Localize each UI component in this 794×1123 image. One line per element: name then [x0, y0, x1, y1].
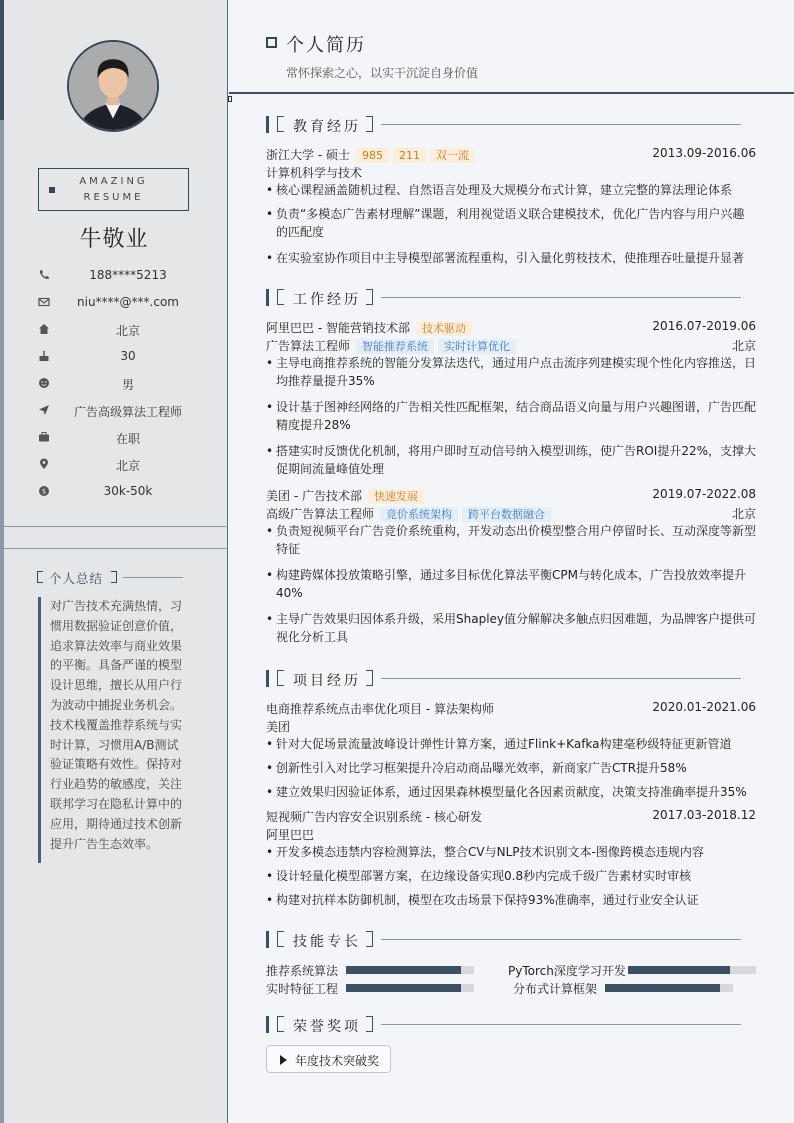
- bracket-left-icon: [277, 1016, 284, 1032]
- gender-value: 男: [121, 378, 134, 392]
- summary-heading-text: 个人总结: [49, 571, 104, 586]
- award-name: 年度技术突破奖: [295, 1054, 380, 1068]
- email-value: niu****@***.com: [77, 295, 179, 309]
- project-title: 电商推荐系统点击率优化项目 - 算法架构师: [266, 702, 494, 716]
- section-rule: [381, 1024, 741, 1025]
- info-phone: [0, 266, 228, 286]
- education-header: [266, 146, 756, 162]
- section-bar: [266, 116, 269, 133]
- list-item: • 针对大促场景流量波峰设计弹性计算方案，通过Flink+Kafka构建毫秒级特征更新管道: [266, 735, 756, 753]
- page-title: 个人简历: [286, 35, 366, 56]
- role-tag: 跨平台数据融合: [462, 507, 551, 522]
- education-major-row: [266, 164, 756, 180]
- project-org: 阿里巴巴: [266, 828, 315, 842]
- section-title: 教育经历: [293, 119, 361, 135]
- title-square-icon: [266, 37, 277, 48]
- work-period: 2016.07-2019.06: [652, 319, 756, 333]
- skill-bar-fill: [346, 984, 461, 992]
- project-org: 美团: [266, 720, 291, 734]
- bracket-right-icon: [366, 670, 373, 686]
- work-1-header: [266, 319, 756, 335]
- brand-box: [38, 168, 189, 211]
- section-rule: [381, 678, 741, 679]
- award-badge: [266, 1045, 391, 1073]
- project-2-header: [266, 808, 756, 824]
- bracket-right-icon: [366, 931, 373, 947]
- heading-rule: [123, 577, 183, 578]
- list-item: • 构建对抗样本防御机制，模型在攻击场景下保持93%准确率，通过行业安全认证: [266, 891, 756, 909]
- header-rule: [229, 92, 794, 94]
- role-tag: 智能推荐系统: [356, 339, 434, 354]
- list-item: • 设计轻量化模型部署方案，在边缘设备实现0.8秒内完成千级广告素材实时审核: [266, 867, 756, 885]
- svg-text:$: $: [41, 487, 47, 496]
- phone-value: 188****5213: [89, 268, 167, 282]
- location-pin-icon: [38, 458, 50, 470]
- list-item: • 创新性引入对比学习框架提升冷启动商品曝光效率，新商家广告CTR提升58%: [266, 759, 756, 777]
- bracket-left-icon: [277, 670, 284, 686]
- summary-text: 对广告技术充满热情，习惯用数据验证创意价值，追求算法效率与商业效果的平衡。具备严谨的模型设计思维，擅长从用户行为波动中捕捉业务机会。技术栈覆盖推荐系统与实时计算，习惯用A/B测试验证策略有效性。保持对行业趋势的敏感度，关注联邦学习在隐私计算中的应用，期待通过技术创新提升广告生态效率。: [38, 597, 186, 863]
- page-subtitle: 常怀探索之心，以实干沉淀自身价值: [286, 66, 479, 80]
- project-1-org-row: [266, 718, 756, 734]
- section-heading-projects: [266, 670, 756, 688]
- age-value: 30: [120, 349, 136, 363]
- section-bar: [266, 289, 269, 306]
- section-heading-work: [266, 289, 756, 307]
- info-salary: [0, 482, 228, 502]
- skill-bar-fill: [628, 966, 730, 974]
- sidebar: [0, 0, 228, 1123]
- sidebar-divider: [4, 526, 228, 527]
- company-tag: 技术驱动: [416, 321, 472, 336]
- avatar-portrait: [69, 42, 157, 130]
- phone-icon: [38, 269, 50, 281]
- tag-211: 211: [393, 148, 426, 163]
- bracket-left-icon: [277, 116, 284, 132]
- skill-item: [266, 980, 476, 994]
- skill-bar: [628, 966, 756, 974]
- section-bar: [266, 931, 269, 948]
- role: 广告算法工程师: [266, 339, 351, 353]
- work-2-role-row: [266, 505, 756, 521]
- bracket-right-icon: [366, 1016, 373, 1032]
- sidebar-edge: [0, 0, 4, 1123]
- list-item: • 主导电商推荐系统的智能分发算法迭代，通过用户点击流序列建模实现个性化内容推送，日均推荐量提升35%: [266, 354, 756, 390]
- briefcase-icon: [38, 431, 50, 443]
- list-item: • 核心课程涵盖随机过程、自然语言处理及大规模分布式计算，建立完整的算法理论体系: [266, 181, 756, 199]
- tag-985: 985: [356, 148, 389, 163]
- section-title: 工作经历: [293, 292, 361, 308]
- bracket-right-icon: [366, 289, 373, 305]
- list-item: • 主导广告效果归因体系升级，采用Shapley值分解解决多触点归因难题，为品牌客户提供可视化分析工具: [266, 610, 756, 646]
- info-gender: [0, 374, 228, 394]
- play-triangle-icon: [280, 1055, 287, 1065]
- section-rule: [381, 297, 741, 298]
- mail-icon: [38, 296, 50, 308]
- skill-bar-fill: [605, 984, 720, 992]
- info-status: [0, 428, 228, 448]
- bracket-left-icon: [277, 931, 284, 947]
- school: 浙江大学 - 硕士: [266, 148, 350, 162]
- list-item: • 建立效果归因验证体系，通过因果森林模型量化各因素贡献度，决策支持准确率提升35%: [266, 783, 756, 801]
- skill-item: [508, 962, 758, 976]
- status-value: 在职: [115, 432, 140, 446]
- project-1-header: [266, 700, 756, 716]
- skill-bar-fill: [346, 966, 461, 974]
- list-item: • 搭建实时反馈优化机制，将用户即时互动信号纳入模型训练，使广告ROI提升22%，支撑大促期间流量峰值处理: [266, 442, 756, 478]
- role: 高级广告算法工程师: [266, 507, 375, 521]
- location-value: 北京: [115, 459, 140, 473]
- project-period: 2020.01-2021.06: [652, 700, 756, 714]
- corner-mark: [228, 96, 232, 102]
- send-icon: [38, 404, 50, 416]
- project-period: 2017.03-2018.12: [652, 808, 756, 822]
- education-period: 2013.09-2016.06: [652, 146, 756, 160]
- brand-line-1: AMAZING: [79, 176, 148, 187]
- list-item: • 在实验室协作项目中主导模型部署流程重构，引入量化剪枝技术，使推理吞吐量提升显著: [266, 249, 756, 267]
- face-icon: [38, 377, 50, 389]
- list-item: • 开发多模态违禁内容检测算法，整合CV与NLP技术识别文本-图像跨模态违规内容: [266, 843, 756, 861]
- section-bar: [266, 670, 269, 687]
- main-content: [229, 0, 794, 1123]
- bracket-right-icon: [366, 116, 373, 132]
- role-tag: 实时计算优化: [438, 339, 516, 354]
- section-heading-awards: [266, 1016, 756, 1034]
- skill-item: [266, 962, 476, 976]
- role-tag: 竞价系统架构: [380, 507, 458, 522]
- cake-icon: [38, 350, 50, 362]
- skill-label: 分布式计算框架: [513, 982, 598, 996]
- money-icon: [38, 485, 50, 497]
- info-location: [0, 455, 228, 475]
- work-period: 2019.07-2022.08: [652, 487, 756, 501]
- skill-bar: [605, 984, 733, 992]
- list-item: • 构建跨媒体投放策略引擎，通过多目标优化算法平衡CPM与转化成本，广告投放效率提升40%: [266, 566, 756, 602]
- skill-bar: [346, 966, 474, 974]
- info-home: [0, 320, 228, 340]
- work-city: 北京: [731, 339, 756, 353]
- section-heading-skills: [266, 931, 756, 949]
- work-2-header: [266, 487, 756, 503]
- list-item: • 负责“多模态广告素材理解”课题，利用视觉语义联合建模技术，优化广告内容与用户兴趣的匹配度: [266, 205, 756, 241]
- tag-double-first-class: 双一流: [430, 148, 475, 163]
- info-position: [0, 401, 228, 421]
- avatar: [67, 40, 159, 132]
- skill-item: [513, 980, 735, 994]
- section-rule: [381, 939, 741, 940]
- section-rule: [381, 124, 741, 125]
- position-value: 广告高级算法工程师: [73, 405, 182, 419]
- work-1-role-row: [266, 337, 756, 353]
- sidebar-divider: [4, 548, 228, 549]
- bracket-right-icon: [111, 571, 117, 583]
- project-2-org-row: [266, 826, 756, 842]
- company: 美团 - 广告技术部: [266, 489, 362, 503]
- bracket-left-icon: [37, 571, 43, 583]
- info-email: [0, 293, 228, 313]
- skill-bar: [346, 984, 474, 992]
- major: 计算机科学与技术: [266, 166, 363, 180]
- summary-heading: [37, 569, 187, 585]
- work-city: 北京: [731, 507, 756, 521]
- skill-label: 实时特征工程: [266, 982, 339, 996]
- home-value: 北京: [115, 324, 140, 338]
- salary-value: 30k-50k: [103, 484, 153, 498]
- project-title: 短视频广告内容安全识别系统 - 核心研发: [266, 810, 482, 824]
- home-icon: [38, 323, 50, 335]
- section-bar: [266, 1016, 269, 1033]
- skill-label: PyTorch深度学习开发: [508, 964, 626, 978]
- section-heading-education: [266, 116, 756, 134]
- company: 阿里巴巴 - 智能营销技术部: [266, 321, 410, 335]
- sidebar-edge-accent: [0, 0, 4, 120]
- list-item: • 负责短视频平台广告竞价系统重构，开发动态出价模型整合用户停留时长、互动深度等新型特征: [266, 522, 756, 558]
- list-item: • 设计基于图神经网络的广告相关性匹配框架，结合商品语义向量与用户兴趣图谱，广告匹配精度提升28%: [266, 398, 756, 434]
- bracket-left-icon: [277, 289, 284, 305]
- skill-label: 推荐系统算法: [266, 964, 339, 978]
- info-age: [0, 347, 228, 367]
- section-title: 项目经历: [293, 673, 361, 689]
- section-title: 技能专长: [293, 934, 361, 950]
- company-tag: 快速发展: [368, 489, 424, 504]
- brand-square-icon: [49, 187, 55, 193]
- section-title: 荣誉奖项: [293, 1019, 361, 1035]
- person-name: 牛敬业: [79, 227, 149, 252]
- brand-line-2: RESUME: [83, 192, 144, 203]
